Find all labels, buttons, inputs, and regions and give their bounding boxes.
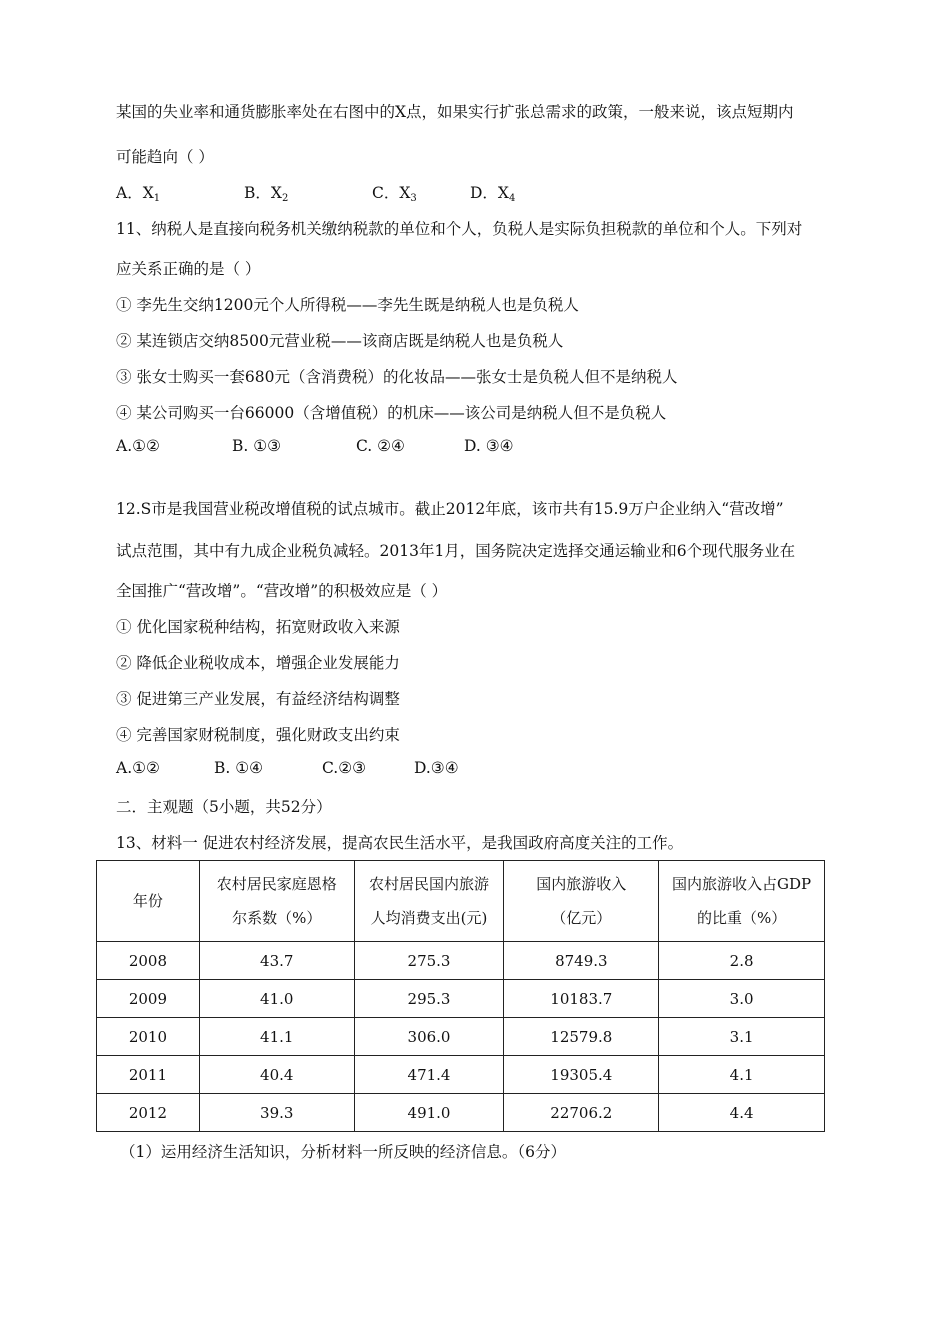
table-cell: 2009	[97, 980, 200, 1018]
q12-item-4: ④ 完善国家财税制度，强化财政支出约束	[116, 726, 400, 744]
q11-item-2: ② 某连锁店交纳8500元营业税——该商店既是纳税人也是负税人	[116, 332, 564, 350]
table-cell: 275.3	[354, 942, 504, 980]
q12-option-a: A.①②	[116, 759, 160, 777]
header-gdp-share: 国内旅游收入占GDP 的比重（%）	[659, 861, 825, 942]
table-row	[97, 1018, 825, 1056]
table-row	[97, 980, 825, 1018]
q12-stem-line2: 试点范围，其中有九成企业税负减轻。2013年1月，国务院决定选择交通运输业和6个现代服务业在	[116, 542, 796, 560]
q11-option-b: B. ①③	[232, 437, 282, 455]
material-table	[96, 860, 825, 1132]
q12-item-2: ② 降低企业税收成本，增强企业发展能力	[116, 654, 400, 672]
q12-stem-line3: 全国推广“营改增”。“营改增”的积极效应是（ ）	[116, 582, 448, 600]
q11-options	[116, 437, 514, 455]
q11-option-c: C. ②④	[356, 437, 405, 455]
q13-subquestion-1: （1）运用经济生活知识，分析材料一所反映的经济信息。（6分）	[120, 1143, 566, 1161]
q12-item-3: ③ 促进第三产业发展，有益经济结构调整	[116, 690, 400, 708]
q11-stem-line1: 11、纳税人是直接向税务机关缴纳税款的单位和个人，负税人是实际负担税款的单位和个人。下列对	[116, 220, 803, 238]
q10-stem-line1: 某国的失业率和通货膨胀率处在右图中的X点，如果实行扩张总需求的政策，一般来说，该点短期内	[116, 103, 794, 121]
table-cell: 41.0	[199, 980, 354, 1018]
table-cell: 22706.2	[504, 1094, 659, 1132]
table-cell: 39.3	[199, 1094, 354, 1132]
q11-option-a: A.①②	[116, 437, 160, 455]
table-cell: 295.3	[354, 980, 504, 1018]
q12-option-b: B. ①④	[214, 759, 264, 777]
table-cell: 2008	[97, 942, 200, 980]
table-cell: 19305.4	[504, 1056, 659, 1094]
q10-option-b: B．$X_2$	[244, 184, 289, 204]
table-row	[97, 1094, 825, 1132]
q12-option-d: D.③④	[414, 759, 459, 777]
table-cell: 43.7	[199, 942, 354, 980]
table-cell: 10183.7	[504, 980, 659, 1018]
table-cell: 40.4	[199, 1056, 354, 1094]
table-cell: 306.0	[354, 1018, 504, 1056]
table-cell: 2010	[97, 1018, 200, 1056]
q10-stem-line2: 可能趋向（ ）	[116, 148, 214, 166]
table-cell: 3.0	[659, 980, 825, 1018]
table-cell: 3.1	[659, 1018, 825, 1056]
table-cell: 12579.8	[504, 1018, 659, 1056]
q13-intro: 13、材料一 促进农村经济发展，提高农民生活水平，是我国政府高度关注的工作。	[116, 834, 684, 852]
q11-item-3: ③ 张女士购买一套680元（含消费税）的化妆品——张女士是负税人但不是纳税人	[116, 368, 678, 386]
table-header-row	[97, 861, 825, 942]
table-cell: 471.4	[354, 1056, 504, 1094]
q12-stem-line1: 12.S市是我国营业税改增值税的试点城市。截止2012年底，该市共有15.9万户企业纳入“营改增”	[116, 500, 784, 518]
table-cell: 41.1	[199, 1018, 354, 1056]
table-cell: 2011	[97, 1056, 200, 1094]
q11-stem-line2: 应关系正确的是（ ）	[116, 260, 261, 278]
table-cell: 2.8	[659, 942, 825, 980]
table-cell: 4.1	[659, 1056, 825, 1094]
q12-options	[116, 759, 459, 777]
table-cell: 8749.3	[504, 942, 659, 980]
q12-item-1: ① 优化国家税种结构，拓宽财政收入来源	[116, 618, 400, 636]
q11-option-d: D. ③④	[464, 437, 514, 455]
header-year: 年份	[97, 861, 200, 942]
table-cell: 2012	[97, 1094, 200, 1132]
header-engel: 农村居民家庭恩格 尔系数（%）	[199, 861, 354, 942]
table-cell: 491.0	[354, 1094, 504, 1132]
table-row	[97, 942, 825, 980]
q10-option-c: C．$X_3$	[372, 184, 417, 204]
q10-option-a: A．$X_1$	[116, 184, 161, 204]
q11-item-4: ④ 某公司购买一台66000（含增值税）的机床——该公司是纳税人但不是负税人	[116, 404, 667, 422]
table-row	[97, 1056, 825, 1094]
table-cell: 4.4	[659, 1094, 825, 1132]
q10-options	[116, 181, 515, 204]
q12-option-c: C.②③	[322, 759, 367, 777]
q11-item-1: ① 李先生交纳1200元个人所得税——李先生既是纳税人也是负税人	[116, 296, 579, 314]
header-tourism-income: 国内旅游收入 （亿元）	[504, 861, 659, 942]
section-heading: 二．主观题（5小题，共52分）	[116, 798, 332, 816]
header-travel-spending: 农村居民国内旅游 人均消费支出(元)	[354, 861, 504, 942]
q10-option-d: D．$X_4$	[470, 184, 516, 204]
